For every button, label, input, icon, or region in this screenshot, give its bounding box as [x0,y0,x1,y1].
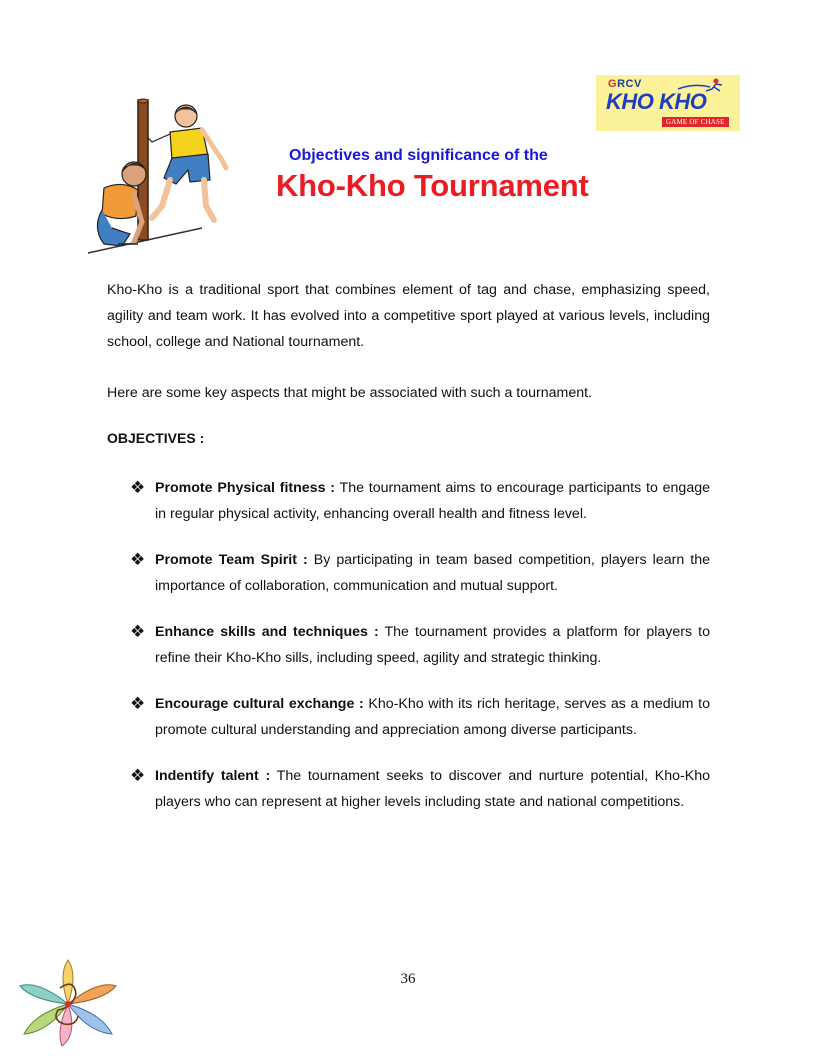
logo-brand-text: KHO KHO [606,89,707,114]
objectives-list [130,475,710,835]
objective-text: The tournament aims to encourage participants to engage in regular physical activity, enhancing overall health and fitness level. [155,480,710,522]
objective-text: The tournament seeks to discover and nurture potential, Kho-Kho players who can represent at higher levels including state and national competitions. [155,768,710,810]
objective-label: Promote Physical fitness : [155,480,335,496]
objective-text: By participating in team based competition, players learn the importance of collaboration, communication and mutual support. [155,552,710,594]
kho-kho-logo [596,75,740,131]
objective-label: Promote Team Spirit : [155,552,308,568]
diamond-bullet-icon: ❖ [130,622,146,641]
objective-item [130,763,710,815]
objective-item [130,475,710,527]
objective-label: Encourage cultural exchange : [155,696,364,712]
intro-paragraph: Kho-Kho is a traditional sport that combines element of tag and chase, emphasizing speed, agility and team work. It has evolved into a competitive sport played at various levels, including school, college and National tournament. [107,282,710,350]
diamond-bullet-icon: ❖ [130,694,146,713]
logo-grcv-text: GRCV [608,78,642,90]
diamond-bullet-icon: ❖ [130,766,146,785]
kho-kho-players-illustration [82,98,232,258]
objective-label: Enhance skills and techniques : [155,624,379,640]
page-subtitle: Objectives and significance of the [289,147,548,164]
objective-item [130,619,710,671]
objective-text: The tournament provides a platform for players to refine their Kho-Kho sills, including speed, agility and strategic thinking. [155,624,710,666]
objectives-heading: OBJECTIVES : [107,430,205,446]
diamond-bullet-icon: ❖ [130,550,146,569]
objective-item [130,547,710,599]
diamond-bullet-icon: ❖ [130,478,146,497]
flower-emblem-icon [16,954,120,1048]
logo-tagline: GAME OF CHASE [662,117,729,127]
page-title: Kho-Kho Tournament [276,168,589,203]
page-number: 36 [400,971,416,987]
objective-label: Indentify talent : [155,768,271,784]
lead-paragraph: Here are some key aspects that might be associated with such a tournament. [107,385,592,401]
objective-item [130,691,710,743]
objective-text: Kho-Kho with its rich heritage, serves as a medium to promote cultural understanding and appreciation among diverse participants. [155,696,710,738]
